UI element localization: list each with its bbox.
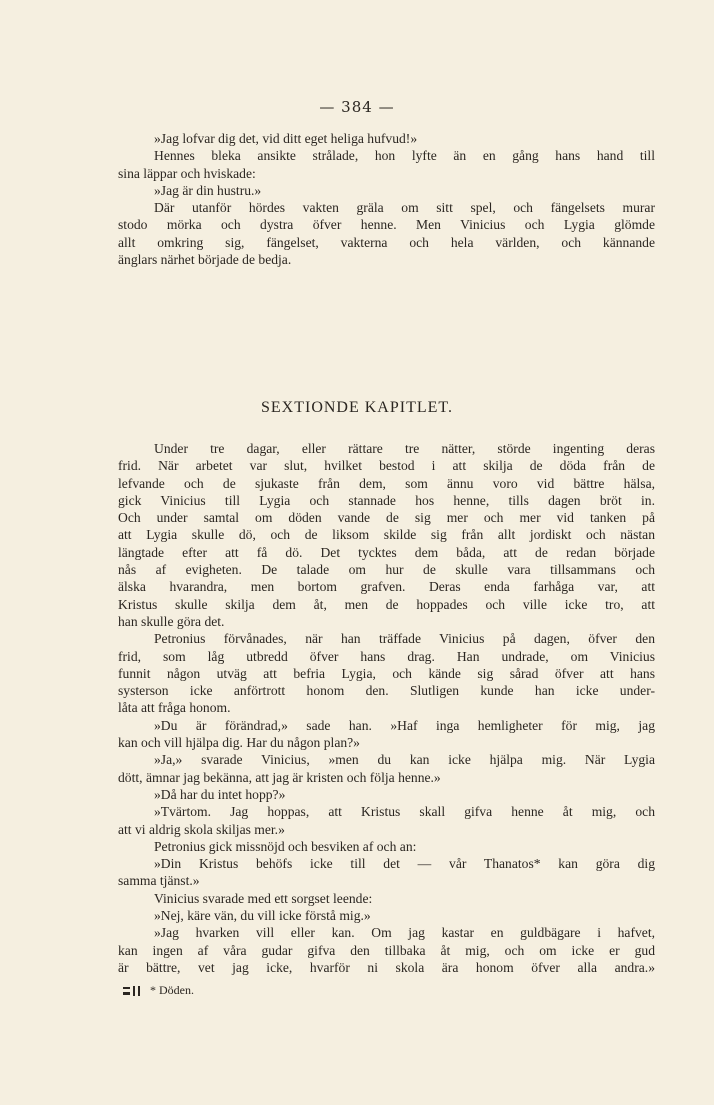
text-line: kan och vill hjälpa dig. Har du någon plan?» [118,735,360,751]
text-line: »Nej, käre vän, du vill icke förstå mig.» [154,908,371,924]
text-line: »Då har du intet hopp?» [154,786,286,802]
text-line: »Tvärtom. Jag hoppas, att Kristus skall gifva henne åt mig, och [154,804,655,820]
text-line: »Jag är din hustru.» [154,182,262,198]
text-line: Där utanför hördes vakten gräla om sitt spel, och fängelsets murar [154,200,655,216]
text-line: »Jag hvarken vill eller kan. Om jag kastar en guldbägare i hafvet, [154,925,655,941]
chapter-body [118,440,655,976]
text-line: nås af evigheten. De talade om hur de skulle vara tillsammans och [118,562,655,578]
footnote [122,983,194,998]
text-line: Kristus skulle skilja dem åt, men de hoppades och ville icke tro, att [118,596,655,612]
text-line: Hennes bleka ansikte strålade, hon lyfte än en gång hans hand till [154,148,655,164]
text-line: dött, ämnar jag bekänna, att jag är kristen och följa henne.» [118,769,441,785]
text-line: han skulle göra det. [118,613,225,629]
text-line: frid. När arbetet var slut, hvilket bestod i att skilja de döda från de [118,458,655,474]
text-line: sina läppar och hviskade: [118,165,256,181]
text-line: kan ingen af våra gudar gifva den tillbaka åt mig, och om icke er gud [118,942,655,958]
text-line: lefvande och de sjukaste från dem, som ännu voro vid bättre hälsa, [118,475,655,491]
text-line: allt omkring sig, fängelset, vakterna och hela världen, och kännande [118,234,655,250]
signature-mark-icon [122,984,144,998]
text-line: att Lygia skulle dö, och de liksom skilde sig från allt jordiskt och nästan [118,527,655,543]
footnote-text: * Döden. [150,983,194,997]
chapter-heading: SEXTIONDE KAPITLET. [260,399,453,416]
text-line: Och under samtal om döden vande de sig mer och mer vid tanken på [118,510,655,526]
text-line: gick Vinicius till Lygia och stannade hos henne, tills dagen bröt in. [118,492,655,508]
text-line: att vi aldrig skola skiljas mer.» [118,821,285,837]
text-line: »Din Kristus behöfs icke till det — vår Thanatos* kan göra dig [154,856,655,872]
text-line: frid, som låg utbredd öfver hans drag. Han undrade, om Vinicius [118,648,655,664]
text-line: Petronius gick missnöjd och besviken af och an: [154,838,417,854]
text-line: är bättre, vet jag icke, hvarför ni skola ära honom öfver alla andra.» [118,959,655,975]
text-line: funnit någon utväg att befria Lygia, och kände sig sårad öfver att hans [118,665,655,681]
text-line: älska hvarandra, men bortom grafven. Deras enda farhåga var, att [118,579,655,595]
text-line: samma tjänst.» [118,873,200,889]
text-line: »Du är förändrad,» sade han. »Haf inga hemligheter för mig, jag [154,717,655,733]
top-passage [118,130,655,268]
text-line: längtade efter att få dö. Det tycktes dem båda, att de redan började [118,544,655,560]
text-line: Vinicius svarade med ett sorgset leende: [154,890,373,906]
text-line: stodo mörka och dystra öfver henne. Men Vinicius och Lygia glömde [118,217,655,233]
text-line: »Jag lofvar dig det, vid ditt eget heliga hufvud!» [154,131,418,146]
text-line: änglars närhet började de bedja. [118,252,292,268]
text-line: Under tre dagar, eller rättare tre nätter, störde ingenting deras [154,441,655,456]
text-line: systerson icke anförtrott honom den. Slutligen kunde han icke under- [118,683,655,699]
text-line: »Ja,» svarade Vinicius, »men du kan icke hjälpa mig. När Lygia [154,752,655,768]
text-line: Petronius förvånades, när han träffade Vinicius på dagen, öfver den [154,631,655,647]
page-number: — 384 — [319,98,395,116]
text-line: låta att fråga honom. [118,700,231,716]
